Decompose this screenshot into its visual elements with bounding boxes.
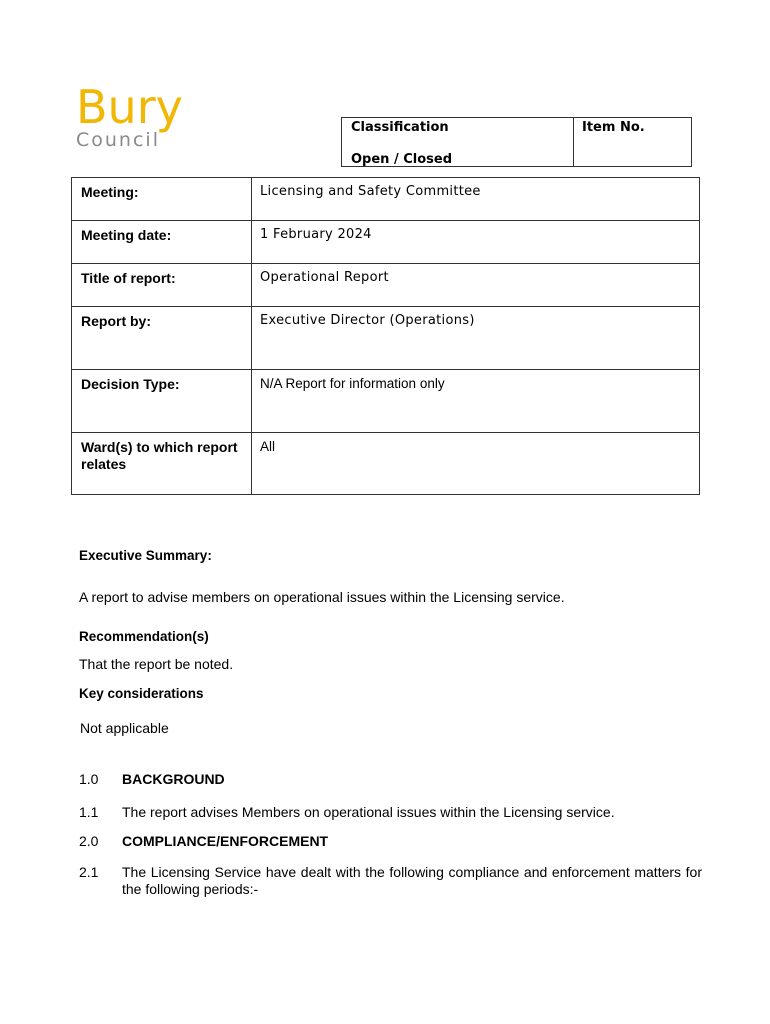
table-row xyxy=(72,370,700,433)
section-heading-compliance: COMPLIANCE/ENFORCEMENT xyxy=(122,833,329,849)
wards-label: Ward(s) to which report relates xyxy=(72,433,252,495)
decision-type-label: Decision Type: xyxy=(72,370,252,433)
item-no-label: Item No. xyxy=(582,120,645,135)
recommendations-heading: Recommendation(s) xyxy=(79,629,209,644)
section-number: 1.1 xyxy=(79,804,99,820)
logo-council-text: Council xyxy=(76,129,160,151)
meeting-date-value: 1 February 2024 xyxy=(252,221,700,264)
executive-summary-text: A report to advise members on operational issues within the Licensing service. xyxy=(79,589,565,605)
title-of-report-value: Operational Report xyxy=(252,264,700,307)
report-by-label: Report by: xyxy=(72,307,252,370)
table-row xyxy=(72,433,700,495)
meeting-date-label: Meeting date: xyxy=(72,221,252,264)
section-number: 2.0 xyxy=(79,833,99,849)
meeting-label: Meeting: xyxy=(72,178,252,221)
section-paragraph: The Licensing Service have dealt with the following compliance and enforcement matters for the following periods:- xyxy=(122,864,702,897)
table-row xyxy=(72,264,700,307)
section-number: 1.0 xyxy=(79,771,99,787)
classification-label: Classification xyxy=(351,120,449,135)
classification-value: Open / Closed xyxy=(351,152,453,167)
table-row xyxy=(72,307,700,370)
key-considerations-text: Not applicable xyxy=(80,720,169,736)
section-heading-background: BACKGROUND xyxy=(122,771,225,787)
recommendations-text: That the report be noted. xyxy=(79,656,234,672)
key-considerations-heading: Key considerations xyxy=(79,686,204,701)
title-of-report-label: Title of report: xyxy=(72,264,252,307)
section-number: 2.1 xyxy=(79,864,99,880)
meeting-value: Licensing and Safety Committee xyxy=(252,178,700,221)
table-row xyxy=(72,178,700,221)
wards-value: All xyxy=(252,433,700,495)
item-no-cell xyxy=(574,118,691,166)
report-meta-table xyxy=(71,177,700,495)
bury-council-logo xyxy=(76,80,183,151)
report-by-value: Executive Director (Operations) xyxy=(252,307,700,370)
classification-cell xyxy=(342,118,574,166)
decision-type-value: N/A Report for information only xyxy=(252,370,700,433)
executive-summary-heading: Executive Summary: xyxy=(79,548,212,563)
logo-bury-text: Bury xyxy=(76,80,183,134)
section-paragraph: The report advises Members on operational issues within the Licensing service. xyxy=(122,804,615,820)
table-row xyxy=(72,221,700,264)
classification-box xyxy=(341,117,692,167)
